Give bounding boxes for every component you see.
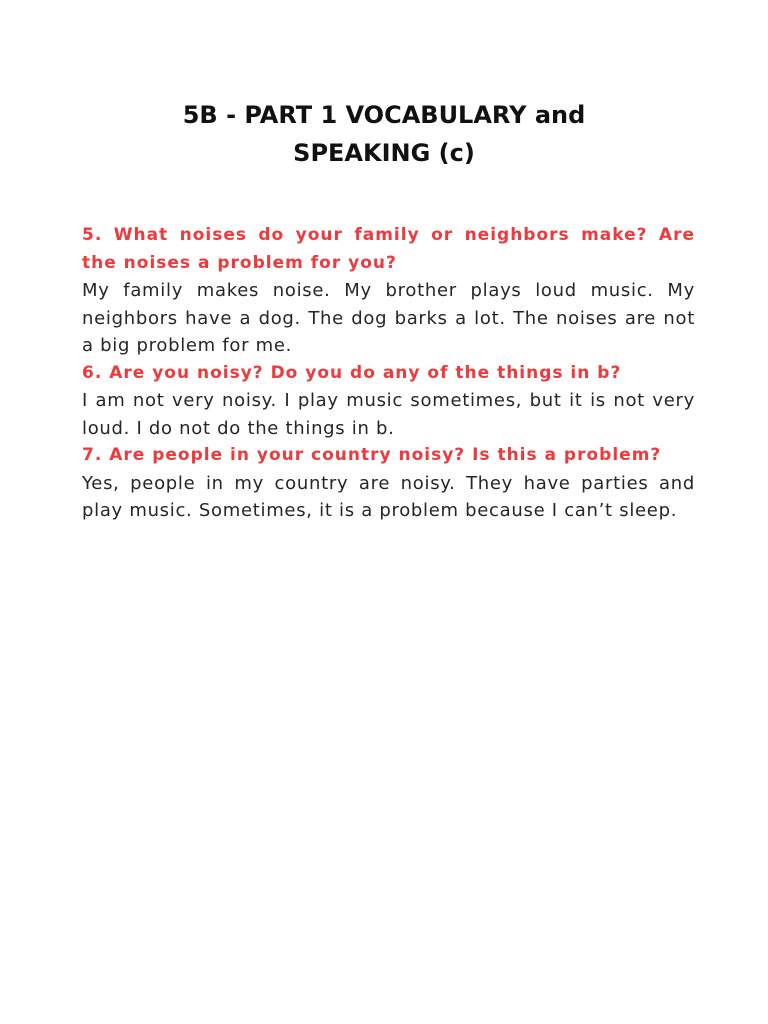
- title-line-2: SPEAKING (c): [293, 139, 475, 167]
- answer-7: Yes, people in my country are noisy. They have parties and play music. Sometimes, it is a problem because I can’t sleep.: [82, 472, 695, 521]
- question-5: 5. What noises do your family or neighbors make? Are the noises a problem for you?: [82, 225, 695, 273]
- title-line-1: 5B - PART 1 VOCABULARY and: [182, 101, 586, 129]
- answer-5: My family makes noise. My brother plays loud music. My neighbors have a dog. The dog barks a lot. The noises are not a big problem for me.: [82, 280, 695, 356]
- question-6: 6. Are you noisy? Do you do any of the things in b?: [82, 362, 622, 383]
- page-title: [84, 96, 684, 172]
- qa-list: [82, 222, 695, 525]
- question-7: 7. Are people in your country noisy? Is this a problem?: [82, 445, 662, 465]
- answer-6: I am not very noisy. I play music sometimes, but it is not very loud. I do not do the things in b.: [82, 390, 695, 439]
